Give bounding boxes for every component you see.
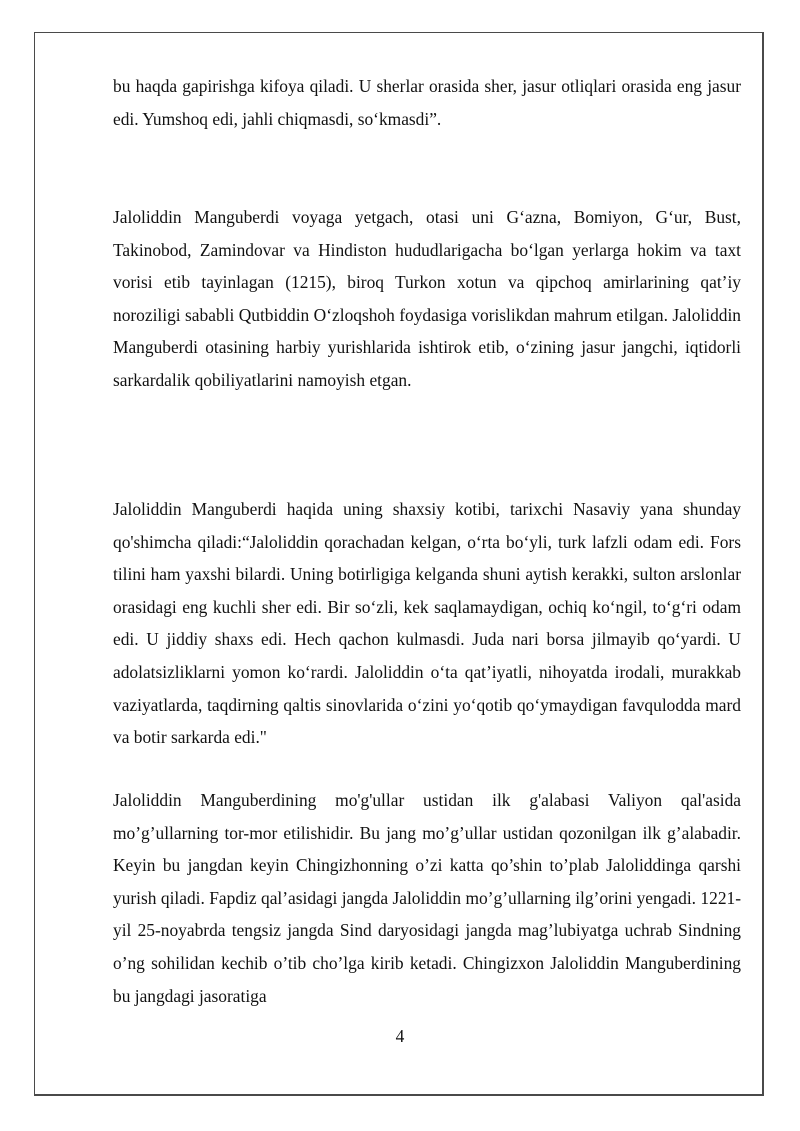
paragraph-first-victory: Jaloliddin Manguberdining mo'g'ullar ustidan ilk g'alabasi Valiyon qal'asida mo’g’ullarning tor-mor etilishidir. Bu jang mo’g’ullar ustidan qozonilgan ilk g’alabadir. Keyin bu jangdan keyin Chingizhonning o’zi katta qo’shin to’plab Jaloliddinga qarshi yurish qiladi. Fapdiz qal’asidagi jangda Jaloliddin mo’g’ullarning ilg’orini yengadi. 1221-yil 25-noyabrda tengsiz jangda Sind daryosidagi jangda mag’lubiyatga uchrab Sindning o’ng sohilidan kechib o’tib cho’lga kirib ketadi. Chingizxon Jaloliddin Manguberdining bu jangdagi jasoratiga xyxy=(113,790,741,1006)
paragraph-intro-continuation: bu haqda gapirishga kifoya qiladi. U sherlar orasida sher, jasur otliqlari orasida eng jasur edi. Yumshoq edi, jahli chiqmasdi, so‘kmasdi”. xyxy=(113,76,741,129)
paragraph-nasaviy-description: Jaloliddin Manguberdi haqida uning shaxsiy kotibi, tarixchi Nasaviy yana shunday qo'shimcha qiladi:“Jaloliddin qorachadan kelgan, o‘rta bo‘yli, turk lafzli odam edi. Fors tilini ham yaxshi bilardi. Uning botirligiga kelganda shuni aytish kerakki, sulton arslonlar orasidagi eng kuchli sher edi. Bir so‘zli, kek saqlamaydigan, ochiq ko‘ngil, to‘g‘ri odam edi. U jiddiy shaxs edi. Hech qachon kulmasdi. Juda nari borsa jilmayib qo‘yardi. U adolatsizliklarni yomon ko‘rardi. Jaloliddin o‘ta qat’iyatli, nihoyatda irodali, murakkab vaziyatlarda, taqdirning qaltis sinovlarida o‘zini yo‘qotib qo‘ymaydigan favqulodda mard va botir sarkarda edi." xyxy=(113,499,741,748)
page-number: 4 xyxy=(395,1026,405,1046)
paragraph-appointment: Jaloliddin Manguberdi voyaga yetgach, otasi uni G‘azna, Bomiyon, G‘ur, Bust, Takinobod, Zamindovar va Hindiston hududlarigacha bo‘lgan yerlarga hokim va taxt vorisi etib tayinlagan (1215), biroq Turkon xotun va qipchoq amirlarining qat’iy noroziligi sababli Qutbiddin O‘zloqshoh foydasiga vorislikdan mahrum etilgan. Jaloliddin Manguberdi otasining harbiy yurishlarida ishtirok etib, o‘zining jasur jangchi, iqtidorli sarkardalik qobiliyatlarini namoyish etgan. xyxy=(113,207,741,390)
